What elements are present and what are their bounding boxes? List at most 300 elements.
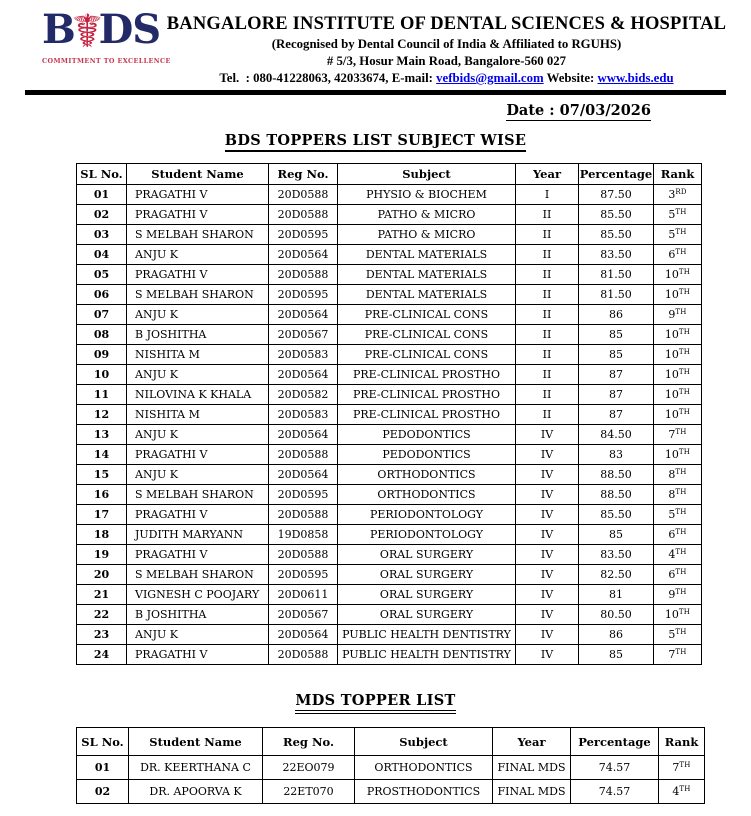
logo-letter-b: B [42,6,75,53]
cell-percentage: 87.50 [579,185,654,205]
table-row [77,405,702,425]
cell-subject: PRE-CLINICAL PROSTHO [338,405,516,425]
cell-rank [654,585,702,605]
rank-ordinal-suffix: TH [675,468,687,477]
cell-percentage: 81 [579,585,654,605]
cell-percentage: 74.57 [571,756,659,780]
cell-subject: PRE-CLINICAL CONS [338,345,516,365]
rank-ordinal-suffix: TH [675,628,687,637]
rank-number: 10 [664,408,679,422]
rank-number: 10 [664,348,679,362]
cell-percentage: 84.50 [579,425,654,445]
recognition-line: (Recognised by Dental Council of India & Affiliated to RGUHS) [271,37,622,51]
date-line: Date : 07/03/2026 [506,102,651,120]
table-row [77,465,702,485]
cell-student-name: PRAGATHI V [127,445,269,465]
rank-ordinal-suffix: TH [675,248,687,257]
cell-student-name: JUDITH MARYANN [127,525,269,545]
cell-sl-no: 09 [77,345,127,365]
cell-subject: ORAL SURGERY [338,605,516,625]
cell-percentage: 85 [579,345,654,365]
cell-sl-no: 14 [77,445,127,465]
cell-reg-no: 20D0567 [269,605,338,625]
cell-student-name: PRAGATHI V [127,265,269,285]
bds-section-title: BDS TOPPERS LIST SUBJECT WISE [225,132,526,152]
cell-sl-no: 02 [77,205,127,225]
col-header-subject: Subject [355,728,493,756]
institute-name: BANGALORE INSTITUTE OF DENTAL SCIENCES & HOSPITAL [166,14,727,34]
cell-sl-no: 01 [77,756,129,780]
cell-sl-no: 13 [77,425,127,445]
cell-percentage: 81.50 [579,285,654,305]
cell-student-name: DR. KEERTHANA C [129,756,263,780]
cell-year: II [516,285,579,305]
rank-number: 8 [668,488,676,502]
date-row [0,102,751,120]
cell-student-name: B JOSHITHA [127,325,269,345]
cell-subject: PATHO & MICRO [338,225,516,245]
cell-rank [654,625,702,645]
cell-sl-no: 23 [77,625,127,645]
cell-rank [654,205,702,225]
rank-number: 10 [664,388,679,402]
rank-number: 6 [668,568,676,582]
cell-student-name: ANJU K [127,425,269,445]
cell-rank [654,565,702,585]
rank-ordinal-suffix: TH [678,348,691,357]
cell-sl-no: 05 [77,265,127,285]
cell-subject: DENTAL MATERIALS [338,265,516,285]
table-row [77,285,702,305]
table-row [77,585,702,605]
cell-percentage: 85 [579,325,654,345]
cell-student-name: PRAGATHI V [127,645,269,665]
rank-ordinal-suffix: TH [678,328,691,337]
cell-percentage: 85 [579,645,654,665]
cell-reg-no: 20D0595 [269,485,338,505]
cell-subject: ORAL SURGERY [338,585,516,605]
cell-sl-no: 17 [77,505,127,525]
rank-ordinal-suffix: TH [678,408,691,417]
cell-student-name: VIGNESH C POOJARY [127,585,269,605]
table-row [77,265,702,285]
rank-number: 10 [664,288,679,302]
cell-student-name: DR. APOORVA K [129,780,263,804]
cell-year: II [516,325,579,345]
cell-sl-no: 21 [77,585,127,605]
cell-reg-no: 20D0588 [269,505,338,525]
document-header [0,0,751,86]
col-header-student-name: Student Name [127,164,269,185]
cell-sl-no: 08 [77,325,127,345]
rank-ordinal-suffix: TH [675,648,687,657]
bds-table-body [77,185,702,665]
address-line: # 5/3, Hosur Main Road, Bangalore-560 027 [326,54,567,69]
rank-ordinal-suffix: TH [678,448,691,457]
cell-subject: PUBLIC HEALTH DENTISTRY [338,625,516,645]
table-row [77,185,702,205]
cell-reg-no: 20D0595 [269,565,338,585]
col-header-subject: Subject [338,164,516,185]
cell-student-name: NISHITA M [127,345,269,365]
cell-subject: PRE-CLINICAL PROSTHO [338,365,516,385]
col-header-rank: Rank [659,728,705,756]
table-row [77,485,702,505]
cell-year: IV [516,625,579,645]
cell-reg-no: 20D0588 [269,445,338,465]
bds-title-row [0,132,751,152]
col-header-sl-no: SL No. [77,164,127,185]
cell-rank [654,325,702,345]
cell-percentage: 81.50 [579,265,654,285]
cell-percentage: 87 [579,405,654,425]
cell-rank [654,525,702,545]
cell-rank [654,545,702,565]
cell-percentage: 85.50 [579,505,654,525]
cell-year: II [516,225,579,245]
bds-toppers-table [76,163,702,665]
cell-sl-no: 11 [77,385,127,405]
cell-sl-no: 12 [77,405,127,425]
cell-sl-no: 01 [77,185,127,205]
cell-reg-no: 20D0564 [269,365,338,385]
cell-percentage: 85.50 [579,205,654,225]
cell-reg-no: 20D0583 [269,405,338,425]
cell-subject: PERIODONTOLOGY [338,525,516,545]
table-row [77,525,702,545]
cell-student-name: NILOVINA K KHALA [127,385,269,405]
cell-year: I [516,185,579,205]
cell-subject: DENTAL MATERIALS [338,285,516,305]
cell-percentage: 83.50 [579,245,654,265]
table-row [77,565,702,585]
col-header-reg-no: Reg No. [269,164,338,185]
rank-ordinal-suffix: TH [675,508,687,517]
rank-number: 7 [668,428,676,442]
cell-reg-no: 20D0564 [269,305,338,325]
cell-student-name: PRAGATHI V [127,505,269,525]
cell-year: FINAL MDS [493,780,571,804]
cell-year: IV [516,525,579,545]
col-header-year: Year [516,164,579,185]
cell-percentage: 85 [579,525,654,545]
cell-percentage: 80.50 [579,605,654,625]
table-row [77,245,702,265]
cell-year: II [516,205,579,225]
rank-number: 7 [668,648,676,662]
col-header-rank: Rank [654,164,702,185]
rank-number: 6 [668,528,676,542]
table-row [77,645,702,665]
rank-number: 5 [668,508,676,522]
cell-subject: PRE-CLINICAL PROSTHO [338,385,516,405]
rank-number: 5 [668,208,676,222]
rank-number: 8 [668,468,676,482]
rank-number: 9 [668,588,676,602]
cell-sl-no: 18 [77,525,127,545]
cell-reg-no: 20D0582 [269,385,338,405]
rank-ordinal-suffix: RD [675,188,687,197]
cell-student-name: S MELBAH SHARON [127,485,269,505]
cell-reg-no: 20D0564 [269,425,338,445]
cell-subject: ORAL SURGERY [338,565,516,585]
rank-number: 10 [664,608,679,622]
rank-ordinal-suffix: TH [675,428,687,437]
cell-subject: PEDODONTICS [338,425,516,445]
table-row [77,445,702,465]
mds-table-body [77,756,705,804]
cell-student-name: S MELBAH SHARON [127,285,269,305]
cell-rank [654,305,702,325]
cell-sl-no: 04 [77,245,127,265]
cell-subject: PEDODONTICS [338,445,516,465]
rank-number: 5 [668,228,676,242]
cell-sl-no: 10 [77,365,127,385]
cell-rank [654,445,702,465]
cell-student-name: ANJU K [127,305,269,325]
rank-ordinal-suffix: TH [675,588,687,597]
cell-percentage: 85.50 [579,225,654,245]
col-header-reg-no: Reg No. [263,728,355,756]
rank-ordinal-suffix: TH [675,488,687,497]
cell-reg-no: 20D0583 [269,345,338,365]
cell-subject: PATHO & MICRO [338,205,516,225]
cell-sl-no: 07 [77,305,127,325]
cell-subject: ORTHODONTICS [355,756,493,780]
rank-ordinal-suffix: TH [675,548,687,557]
cell-year: IV [516,425,579,445]
cell-rank [654,245,702,265]
table-row [77,385,702,405]
table-row [77,780,705,804]
institute-logo [42,4,171,65]
cell-percentage: 83.50 [579,545,654,565]
cell-rank [654,345,702,365]
cell-year: IV [516,485,579,505]
cell-student-name: S MELBAH SHARON [127,565,269,585]
cell-subject: PRE-CLINICAL CONS [338,325,516,345]
cell-rank [659,756,705,780]
contact-line [156,71,737,86]
cell-rank [654,405,702,425]
rank-ordinal-suffix: TH [678,388,691,397]
rank-number: 5 [668,628,676,642]
cell-year: IV [516,585,579,605]
cell-percentage: 86 [579,625,654,645]
table-row [77,325,702,345]
cell-subject: ORAL SURGERY [338,545,516,565]
cell-student-name: ANJU K [127,465,269,485]
cell-rank [654,385,702,405]
rank-number: 4 [672,785,680,799]
cell-year: II [516,365,579,385]
table-row [77,605,702,625]
cell-reg-no: 22ET070 [263,780,355,804]
mds-topper-table [76,727,705,804]
header-row [77,728,705,756]
cell-reg-no: 20D0588 [269,265,338,285]
cell-sl-no: 16 [77,485,127,505]
cell-reg-no: 20D0595 [269,285,338,305]
cell-student-name: PRAGATHI V [127,185,269,205]
cell-rank [654,425,702,445]
cell-reg-no: 20D0564 [269,465,338,485]
cell-percentage: 88.50 [579,485,654,505]
cell-sl-no: 22 [77,605,127,625]
cell-percentage: 82.50 [579,565,654,585]
cell-rank [654,505,702,525]
cell-percentage: 87 [579,385,654,405]
cell-year: FINAL MDS [493,756,571,780]
header-row [77,164,702,185]
col-header-percentage: Percentage [571,728,659,756]
table-row [77,756,705,780]
cell-rank [654,285,702,305]
cell-year: II [516,345,579,365]
rank-number: 10 [664,448,679,462]
cell-year: II [516,245,579,265]
cell-student-name: PRAGATHI V [127,205,269,225]
cell-rank [654,265,702,285]
mds-table-header [77,728,705,756]
rank-number: 10 [664,268,679,282]
rank-ordinal-suffix: TH [678,608,691,617]
cell-percentage: 87 [579,365,654,385]
cell-rank [654,485,702,505]
cell-subject: PUBLIC HEALTH DENTISTRY [338,645,516,665]
cell-year: IV [516,465,579,485]
cell-percentage: 83 [579,445,654,465]
cell-student-name: PRAGATHI V [127,545,269,565]
table-row [77,205,702,225]
rank-number: 4 [668,548,676,562]
mds-title-row [0,692,751,714]
cell-year: II [516,385,579,405]
col-header-student-name: Student Name [129,728,263,756]
header-divider-rule [25,90,726,95]
cell-subject: PHYSIO & BIOCHEM [338,185,516,205]
cell-year: II [516,405,579,425]
cell-year: IV [516,605,579,625]
cell-student-name: ANJU K [127,625,269,645]
cell-reg-no: 20D0588 [269,645,338,665]
cell-sl-no: 19 [77,545,127,565]
cell-subject: DENTAL MATERIALS [338,245,516,265]
cell-percentage: 86 [579,305,654,325]
cell-year: IV [516,445,579,465]
cell-sl-no: 03 [77,225,127,245]
rank-ordinal-suffix: TH [675,208,687,217]
rank-ordinal-suffix: TH [675,568,687,577]
rank-number: 6 [668,248,676,262]
letterhead-text [152,8,751,86]
cell-sl-no: 02 [77,780,129,804]
cell-student-name: B JOSHITHA [127,605,269,625]
rank-ordinal-suffix: TH [679,761,691,770]
cell-reg-no: 20D0567 [269,325,338,345]
rank-ordinal-suffix: TH [678,288,691,297]
rank-ordinal-suffix: TH [678,368,691,377]
table-row [77,365,702,385]
cell-student-name: ANJU K [127,365,269,385]
cell-sl-no: 20 [77,565,127,585]
table-row [77,225,702,245]
logo-text [42,4,161,58]
contact-prefix: Tel. : 080-41228063, 42033674, E-mail: [219,71,437,86]
rank-ordinal-suffix: TH [675,228,687,237]
cell-reg-no: 20D0595 [269,225,338,245]
cell-reg-no: 20D0588 [269,545,338,565]
rank-number: 10 [664,368,679,382]
cell-student-name: ANJU K [127,245,269,265]
cell-rank [654,225,702,245]
cell-sl-no: 06 [77,285,127,305]
cell-subject: PERIODONTOLOGY [338,505,516,525]
cell-reg-no: 20D0611 [269,585,338,605]
website-label: Website: [543,71,598,86]
cell-rank [654,465,702,485]
cell-sl-no: 15 [77,465,127,485]
cell-subject: ORTHODONTICS [338,485,516,505]
table-row [77,345,702,365]
cell-sl-no: 24 [77,645,127,665]
cell-rank [654,365,702,385]
table-row [77,545,702,565]
cell-year: II [516,265,579,285]
cell-rank [654,645,702,665]
cell-year: IV [516,505,579,525]
cell-subject: ORTHODONTICS [338,465,516,485]
table-row [77,625,702,645]
rank-ordinal-suffix: TH [679,785,691,794]
rank-ordinal-suffix: TH [675,528,687,537]
bds-table-header [77,164,702,185]
cell-reg-no: 20D0588 [269,185,338,205]
caduceus-icon: ☤ [71,4,102,58]
table-row [77,425,702,445]
cell-reg-no: 20D0588 [269,205,338,225]
cell-rank [654,605,702,625]
cell-subject: PRE-CLINICAL CONS [338,305,516,325]
email-link[interactable]: vefbids@gmail.com [436,71,544,86]
rank-number: 3 [668,188,676,202]
rank-number: 7 [672,761,680,775]
cell-rank [659,780,705,804]
cell-reg-no: 20D0564 [269,245,338,265]
cell-reg-no: 19D0858 [269,525,338,545]
col-header-year: Year [493,728,571,756]
cell-reg-no: 20D0564 [269,625,338,645]
cell-percentage: 74.57 [571,780,659,804]
cell-year: IV [516,565,579,585]
rank-number: 10 [664,328,679,342]
cell-student-name: S MELBAH SHARON [127,225,269,245]
col-header-sl-no: SL No. [77,728,129,756]
table-row [77,505,702,525]
logo-letters-ds: DS [98,6,161,53]
cell-subject: PROSTHODONTICS [355,780,493,804]
cell-rank [654,185,702,205]
logo-tagline: COMMITMENT TO EXCELLENCE [42,57,171,65]
col-header-percentage: Percentage [579,164,654,185]
rank-ordinal-suffix: TH [675,308,687,317]
website-link[interactable]: www.bids.edu [597,71,674,86]
cell-reg-no: 22EO079 [263,756,355,780]
rank-number: 9 [668,308,676,322]
cell-percentage: 88.50 [579,465,654,485]
cell-year: IV [516,545,579,565]
cell-year: II [516,305,579,325]
